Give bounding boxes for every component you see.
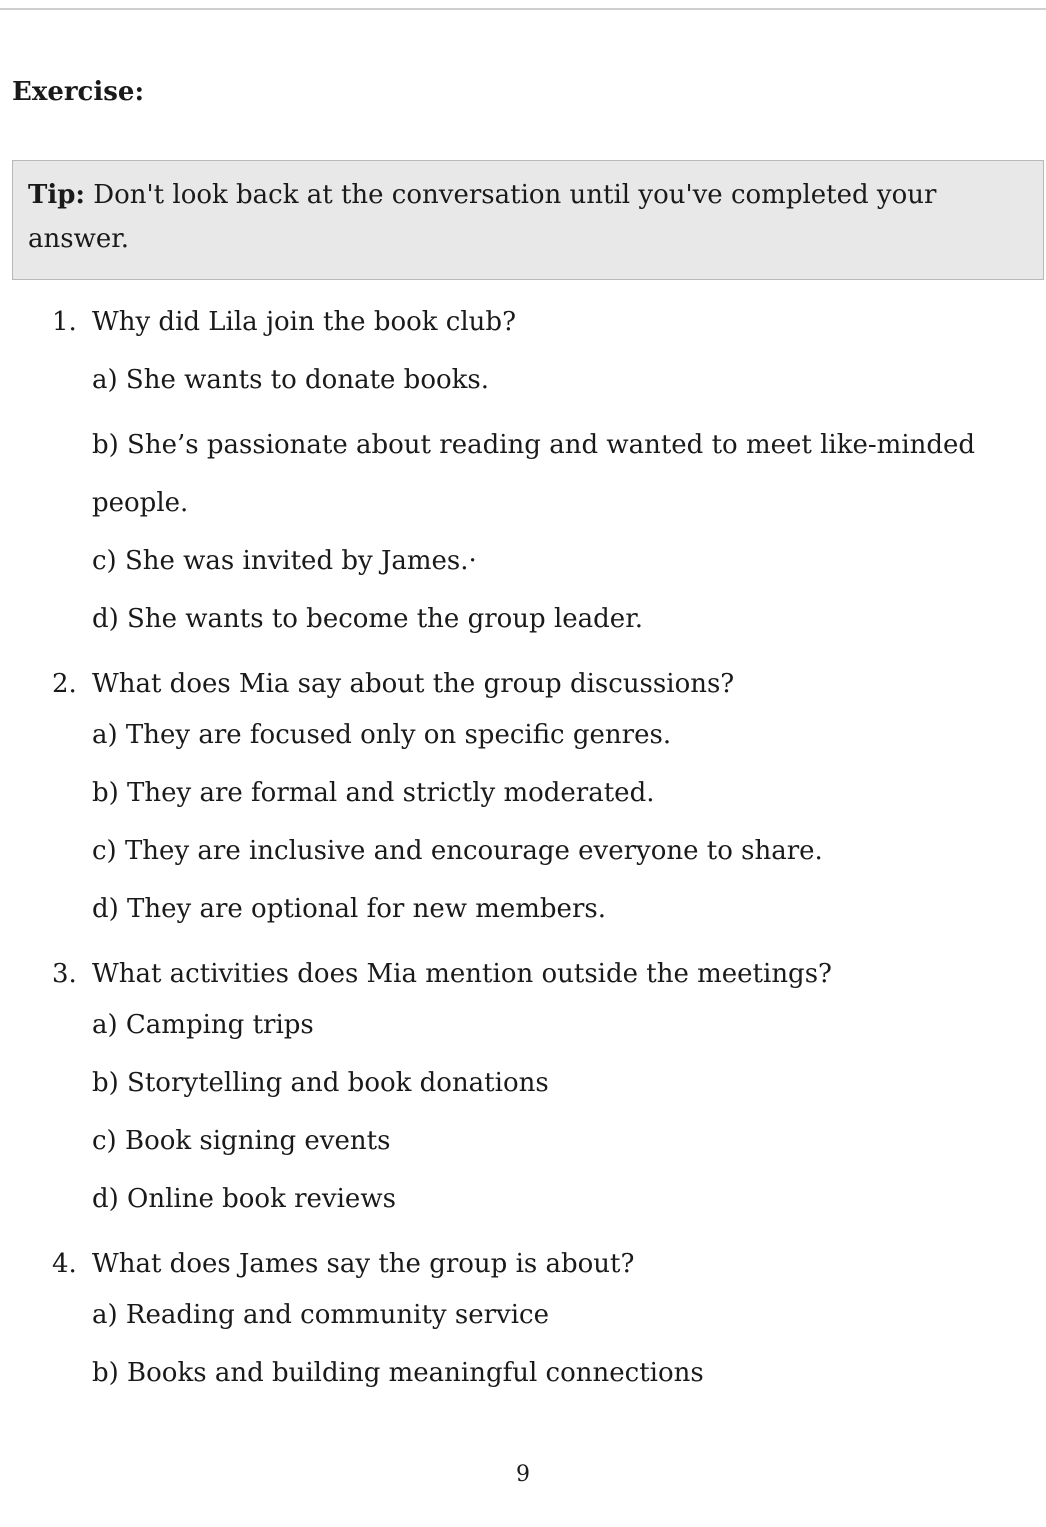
question-number: 2. (52, 669, 77, 699)
answer-option: c) They are inclusive and encourage everyone to share. (92, 836, 823, 866)
tip-label: Tip: (28, 180, 86, 210)
question-number: 3. (52, 959, 77, 989)
tip-text: Don't look back at the conversation until you've completed your answer. (28, 180, 937, 254)
answer-option: b) They are formal and strictly moderated. (92, 778, 655, 808)
question-list (0, 300, 1046, 1416)
question-item (0, 300, 1046, 662)
answer-option: a) They are focused only on specific genres. (92, 720, 672, 750)
answer-option: d) She wants to become the group leader. (92, 604, 644, 634)
page-number: 9 (516, 1462, 530, 1487)
answer-option: b) She’s passionate about reading and wanted to meet like-minded people. (92, 430, 976, 518)
question-item (0, 1242, 1046, 1416)
answer-option: c) She was invited by James.· (92, 546, 477, 576)
answer-option: b) Books and building meaningful connections (92, 1358, 704, 1388)
exercise-heading: Exercise: (12, 77, 145, 107)
answer-option: a) She wants to donate books. (92, 365, 489, 395)
question-item (0, 662, 1046, 952)
answer-option: c) Book signing events (92, 1126, 391, 1156)
question-number: 4. (52, 1249, 77, 1279)
answer-option: a) Reading and community service (92, 1300, 549, 1330)
answer-option: d) Online book reviews (92, 1184, 396, 1214)
answer-option: a) Camping trips (92, 1010, 314, 1040)
question-text: What does Mia say about the group discussions? (92, 669, 735, 699)
top-divider (0, 8, 1046, 10)
question-text: What does James say the group is about? (92, 1249, 635, 1279)
question-item (0, 952, 1046, 1242)
question-text: What activities does Mia mention outside the meetings? (92, 959, 832, 989)
answer-option: d) They are optional for new members. (92, 894, 606, 924)
tip-box (12, 160, 1044, 280)
answer-option: b) Storytelling and book donations (92, 1068, 549, 1098)
question-text: Why did Lila join the book club? (92, 307, 517, 337)
question-number: 1. (52, 307, 77, 337)
